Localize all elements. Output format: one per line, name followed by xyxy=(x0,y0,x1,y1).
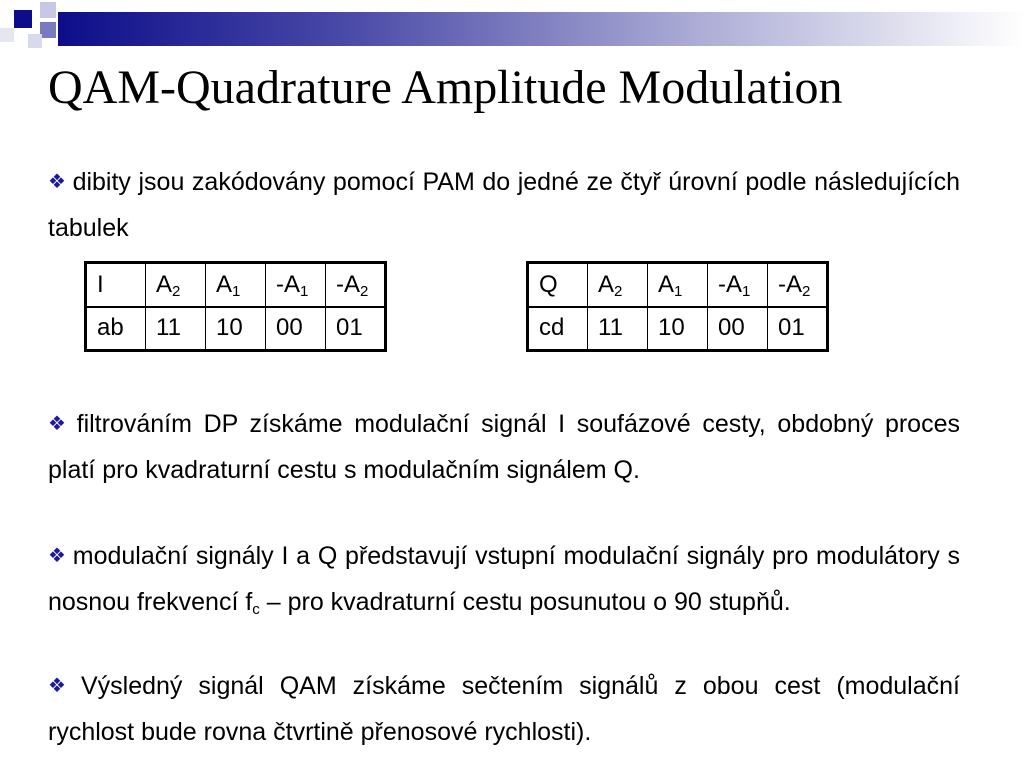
header-cell: $-A_2$ xyxy=(768,263,828,307)
header-cell: $A_2$ xyxy=(146,263,206,307)
value-cell: 10 xyxy=(206,307,266,351)
header-cell: $A_1$ xyxy=(648,263,708,307)
paragraph-text: dibity jsou zakódovány pomocí PAM do jedné ze čtyř úrovní podle následujících tabulek xyxy=(48,168,960,242)
row-label-cell: cd xyxy=(528,307,588,351)
slide-title: QAM-Quadrature Amplitude Modulation xyxy=(48,61,843,114)
header-cell: I xyxy=(86,263,146,307)
subscript-c: c xyxy=(252,601,260,618)
value-cell: 00 xyxy=(708,307,768,351)
paragraph-text: filtrováním DP získáme modulační signál I soufázové cesty, obdobný proces platí pro kvadraturní cestu s modulačním signálem Q. xyxy=(48,410,960,484)
header-cell: Q xyxy=(528,263,588,307)
table-row xyxy=(86,307,386,351)
diamond-bullet-icon: ❖ xyxy=(48,413,71,435)
header-cell: $-A_1$ xyxy=(708,263,768,307)
decor-square xyxy=(40,2,56,18)
decor-square xyxy=(14,10,32,28)
row-label-cell: ab xyxy=(86,307,146,351)
diamond-bullet-icon: ❖ xyxy=(48,675,75,697)
paragraph-text: Výsledný signál QAM získáme sečtením signálů z obou cest (modulační rychlost bude rovna čtvrtině přenosové rychlosti). xyxy=(48,672,960,746)
value-cell: 11 xyxy=(146,307,206,351)
diamond-bullet-icon: ❖ xyxy=(48,171,67,193)
value-cell: 01 xyxy=(768,307,828,351)
decor-square xyxy=(0,28,14,42)
header-cell: $-A_2$ xyxy=(326,263,386,307)
value-cell: 11 xyxy=(588,307,648,351)
value-cell: 01 xyxy=(326,307,386,351)
decor-square xyxy=(40,22,56,38)
diamond-bullet-icon: ❖ xyxy=(48,545,67,567)
value-cell: 00 xyxy=(266,307,326,351)
table-q-mapping xyxy=(526,261,829,352)
table-header-row xyxy=(528,263,828,307)
header-cell: $A_2$ xyxy=(588,263,648,307)
value-cell: 10 xyxy=(648,307,708,351)
paragraph-text: – pro kvadraturní cestu posunutou o 90 stupňů. xyxy=(259,588,791,616)
bullet-paragraph-2 xyxy=(48,402,960,492)
header-cell: $A_1$ xyxy=(206,263,266,307)
header-gradient-bar xyxy=(58,12,1024,46)
bullet-paragraph-1 xyxy=(48,160,960,250)
table-row xyxy=(528,307,828,351)
bullet-paragraph-4 xyxy=(48,664,960,754)
table-i-mapping xyxy=(84,261,387,352)
header-cell: $-A_1$ xyxy=(266,263,326,307)
paragraph-text: modulační signály I a Q představují vstupní modulační signály pro modulátory s nosnou frekvencí f xyxy=(48,542,960,616)
table-header-row xyxy=(86,263,386,307)
bullet-paragraph-3 xyxy=(48,534,960,624)
decor-square xyxy=(28,34,42,48)
